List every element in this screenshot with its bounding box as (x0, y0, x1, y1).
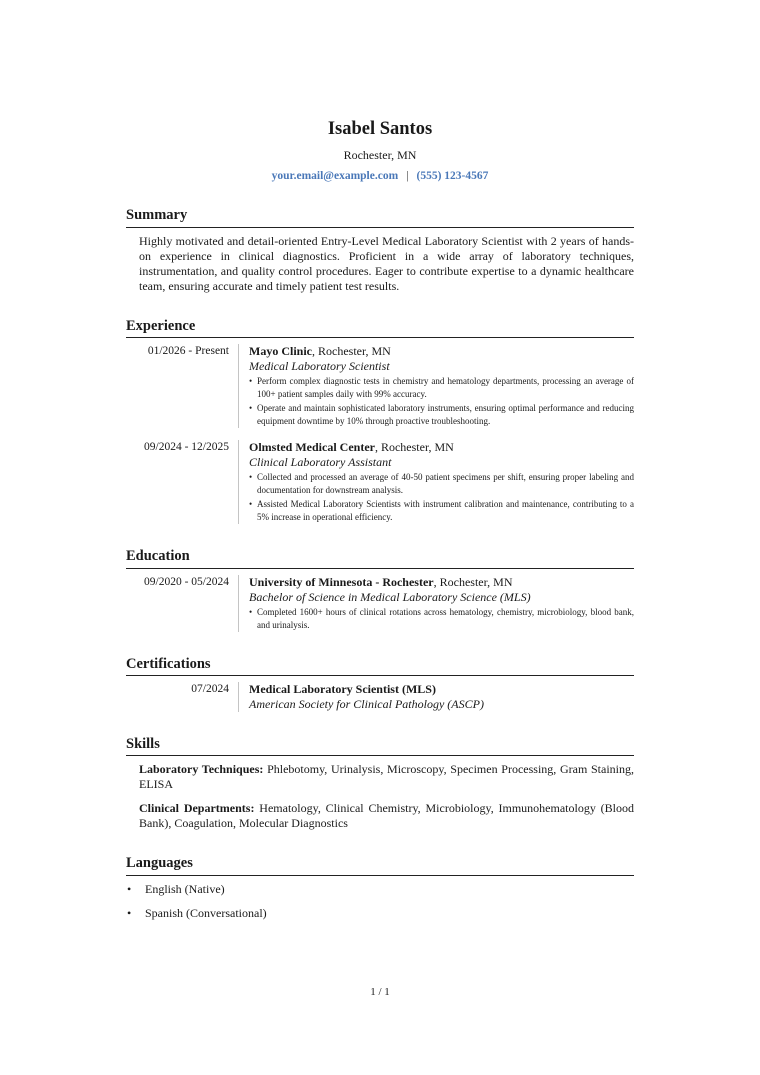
institution-name: University of Minnesota - Rochester (249, 574, 434, 589)
bullet-item: • Assisted Medical Laboratory Scientists with instrument calibration and maintenance, contributing to a 5% increase in operational efficiency. (249, 498, 634, 524)
skill-label: Clinical Departments: (139, 801, 255, 816)
skill-values: Phlebotomy, Urinalysis, Microscopy, Specimen Processing, Gram Staining, ELISA (139, 762, 634, 792)
employer-location: , Rochester, MN (312, 344, 391, 359)
entry-date: 01/2026 - Present (147, 345, 229, 358)
entry-heading (249, 440, 634, 455)
resume-page (126, 118, 634, 921)
bullet-item: • Collected and processed an average of 40-50 patient specimens per shift, ensuring proper labeling and documentation for downstream analysis. (249, 471, 634, 497)
experience-entry (126, 440, 634, 524)
certifications-section (126, 656, 634, 712)
skills-heading: Skills (126, 736, 634, 756)
entry-date: 09/2024 - 12/2025 (144, 441, 229, 454)
entry-heading (249, 575, 634, 590)
contact-separator: | (406, 169, 409, 182)
skills-section (126, 736, 634, 831)
entry-content (238, 344, 634, 428)
employer-name: Olmsted Medical Center (249, 440, 375, 455)
language-list (126, 882, 634, 921)
education-entry (126, 575, 634, 632)
employer-location: , Rochester, MN (374, 440, 454, 455)
bullet-list (249, 375, 634, 428)
email-link[interactable]: your.email@example.com (271, 169, 399, 182)
certification-issuer: American Society for Clinical Pathology (ASCP) (249, 696, 484, 711)
skill-group (139, 762, 634, 792)
experience-section (126, 318, 634, 524)
education-section (126, 548, 634, 631)
entry-content (238, 440, 634, 524)
bullet-item: • Completed 1600+ hours of clinical rotations across hematology, chemistry, microbiology, blood bank, and urinalysis. (249, 606, 634, 632)
entry-date: 09/2020 - 05/2024 (144, 575, 229, 588)
certifications-heading: Certifications (126, 656, 634, 676)
language-item: • Spanish (Conversational) (126, 906, 634, 921)
summary-heading: Summary (126, 207, 634, 227)
education-heading: Education (126, 548, 634, 568)
bullet-item: • Operate and maintain sophisticated laboratory instruments, ensuring optimal performance and reducing equipment downtime by 10% through proactive troubleshooting. (249, 402, 634, 428)
skill-label: Laboratory Techniques: (139, 762, 264, 777)
languages-section (126, 855, 634, 920)
skill-group (139, 801, 634, 831)
degree-title: Bachelor of Science in Medical Laboratory Science (MLS) (249, 589, 531, 604)
summary-section (126, 207, 634, 293)
summary-text: Highly motivated and detail-oriented Entry-Level Medical Laboratory Scientist with 2 years of hands-on experience in clinical diagnostics. Proficient in a wide array of laboratory techniques, instrumentation, and quality control procedures. Eager to contribute expertise to a dynamic healthcare team, ensuring accurate and timely patient test results. (139, 233, 634, 293)
candidate-location: Rochester, MN (343, 148, 417, 163)
language-item: • English (Native) (126, 882, 634, 897)
bullet-list (249, 471, 634, 524)
languages-heading: Languages (126, 855, 634, 875)
skill-values: Hematology, Clinical Chemistry, Microbiology, Immunohematology (Blood Bank), Coagulation, Molecular Diagnostics (139, 801, 634, 831)
certification-name: Medical Laboratory Scientist (MLS) (249, 681, 436, 696)
entry-heading (249, 682, 634, 697)
certification-entry (126, 682, 634, 712)
candidate-name: Isabel Santos (327, 119, 433, 139)
phone-link[interactable]: (555) 123-4567 (416, 169, 489, 182)
page-number: 1 / 1 (370, 986, 390, 998)
entry-heading (249, 344, 634, 359)
institution-location: , Rochester, MN (433, 574, 513, 589)
experience-heading: Experience (126, 318, 634, 338)
entry-content (238, 575, 634, 632)
bullet-item: • Perform complex diagnostic tests in chemistry and hematology departments, processing an average of 100+ patient samples daily with 99% accuracy. (249, 375, 634, 401)
entry-content (238, 682, 634, 712)
job-title: Medical Laboratory Scientist (249, 359, 390, 374)
experience-entry (126, 344, 634, 428)
bullet-list (249, 606, 634, 632)
entry-date: 07/2024 (191, 682, 229, 695)
contact-line (126, 170, 634, 184)
resume-header (126, 118, 634, 183)
employer-name: Mayo Clinic (249, 344, 312, 359)
job-title: Clinical Laboratory Assistant (249, 455, 392, 470)
